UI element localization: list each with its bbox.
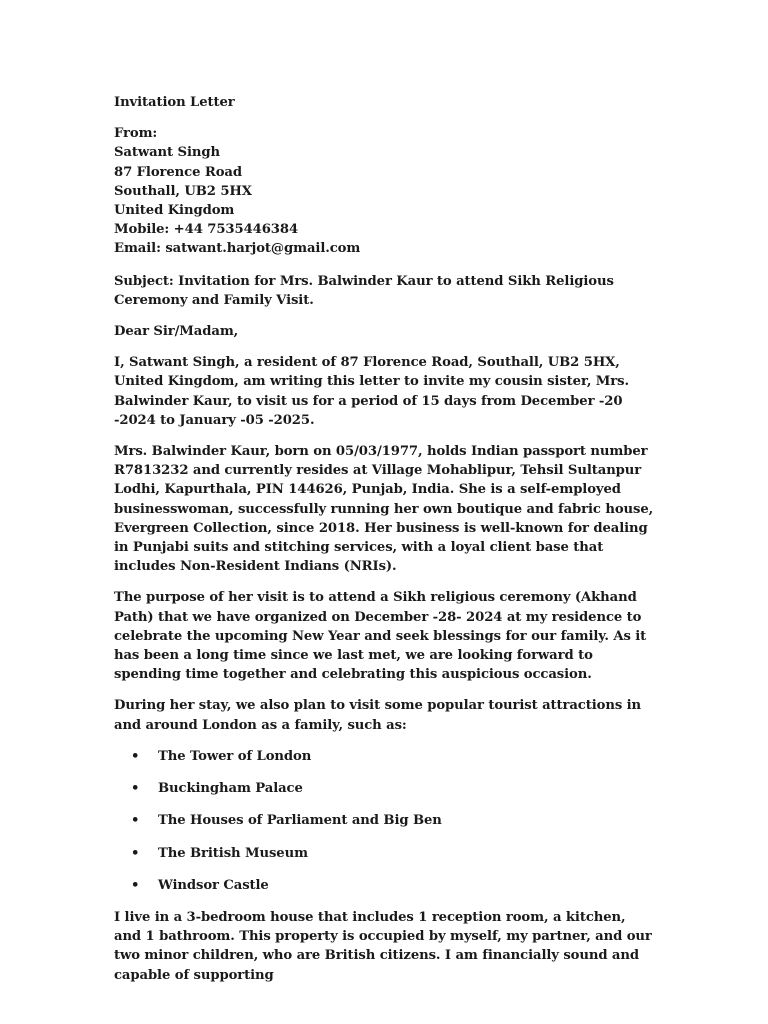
list-item-text: The Houses of Parliament and Big Ben [158,813,442,829]
sender-block [114,124,654,258]
bullet-icon: • [131,748,140,764]
sender-address-line1: 87 Florence Road [114,164,242,180]
list-item [114,876,654,895]
from-label: From: [114,126,158,142]
list-item [114,779,654,798]
sender-mobile: Mobile: +44 7535446384 [114,222,299,238]
list-item [114,747,654,766]
sender-address-line2: Southall, UB2 5HX [114,183,252,199]
list-item-text: The Tower of London [158,748,312,764]
letter-title: Invitation Letter [114,95,235,110]
letter-subject: Subject: Invitation for Mrs. Balwinder Kaur to attend Sikh Religious Ceremony and Family Visit. [114,273,614,308]
letter-document [114,93,654,997]
bullet-icon: • [131,845,140,861]
sender-country: United Kingdom [114,203,235,219]
paragraph-accommodation: I live in a 3-bedroom house that includes 1 reception room, a kitchen, and 1 bathroom. This property is occupied by myself, my partner, and our two minor children, who are British citizens. I am financially sound and capable of supporting [114,909,652,983]
tourist-attractions-list [114,747,654,895]
list-item-text: Windsor Castle [158,877,269,893]
paragraph-invitation: I, Satwant Singh, a resident of 87 Florence Road, Southall, UB2 5HX, United Kingdom, am writing this letter to invite my cousin sister, Mrs. Balwinder Kaur, to visit us for a period of 15 days from December -20 -2024 to January -05 -2025. [114,355,629,428]
bullet-icon: • [131,813,140,829]
bullet-icon: • [131,781,140,797]
list-item-text: The British Museum [158,845,308,861]
list-item [114,844,654,863]
list-item-text: Buckingham Palace [158,781,303,797]
paragraph-guest-details: Mrs. Balwinder Kaur, born on 05/03/1977, holds Indian passport number R7813232 and currently resides at Village Mohablipur, Tehsil Sultanpur Lodhi, Kapurthala, PIN 144626, Punjab, India. She is a self-employed businesswoman, successfully running her own boutique and fabric house, Evergreen Collection, since 2018. Her business is well-known for dealing in Punjabi suits and stitching services, with a loyal client base that includes Non-Resident Indians (NRIs). [114,444,654,575]
letter-salutation: Dear Sir/Madam, [114,324,239,340]
paragraph-tourism-intro: During her stay, we also plan to visit some popular tourist attractions in and around London as a family, such as: [114,698,642,733]
paragraph-purpose: The purpose of her visit is to attend a Sikh religious ceremony (Akhand Path) that we have organized on December -28- 2024 at my residence to celebrate the upcoming New Year and seek blessings for our family. As it has been a long time since we last met, we are looking forward to spending time together and celebrating this auspicious occasion. [114,590,647,683]
list-item [114,811,654,830]
sender-name: Satwant Singh [114,145,220,161]
sender-email: Email: satwant.harjot@gmail.com [114,241,361,257]
bullet-icon: • [131,877,140,893]
